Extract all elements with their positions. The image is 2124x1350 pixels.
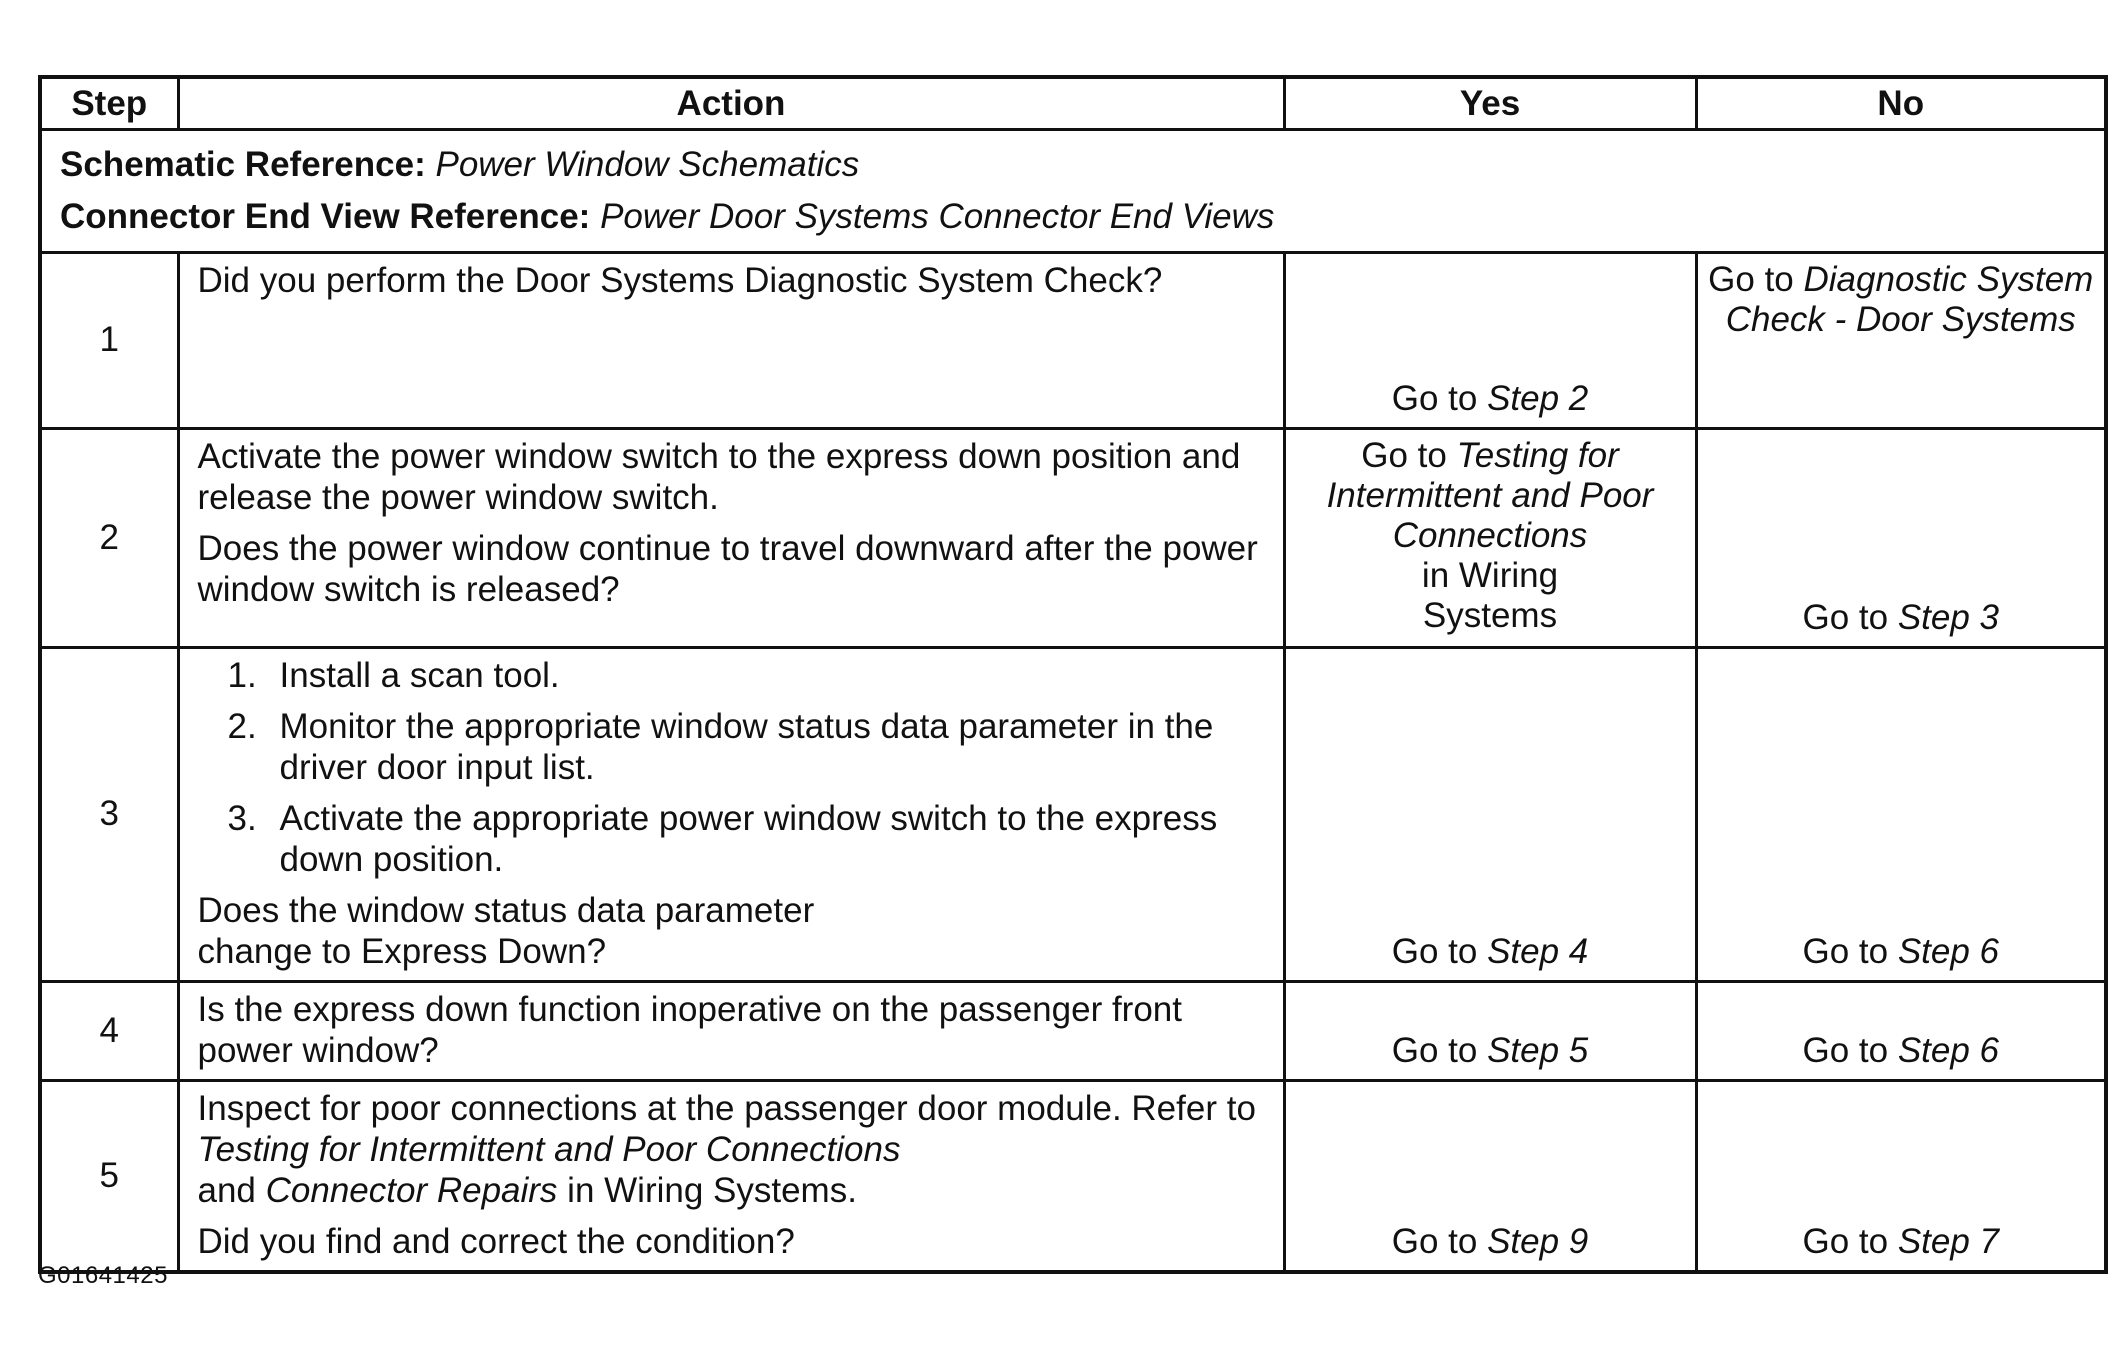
action-cell [178,1080,1284,1272]
substep-number: 2. [227,706,257,746]
substep-text: Monitor the appropriate window status data parameter in the driver door input list. [279,706,1214,787]
no-cell [1696,252,2106,428]
reference-cell [40,129,2106,252]
connector-reference [60,191,2086,243]
figure-id: G01641425 [38,1262,168,1289]
yes-suffix: in Wiring Systems [1421,555,1559,635]
substep-text: Activate the appropriate power window switch to the express down position. [279,798,1218,879]
table-row [40,647,2106,981]
connector-reference-label: Connector End View Reference: [60,196,591,236]
yes-link[interactable]: Step 2 [1487,378,1589,418]
no-link[interactable]: Step 6 [1897,1030,2000,1070]
yes-cell [1284,428,1696,647]
header-action: Action [178,77,1284,129]
action-text-suffix: in Wiring Systems. [557,1170,857,1210]
action-cell [178,252,1284,428]
no-prefix: Go to [1802,597,1898,637]
yes-prefix: Go to [1391,1030,1488,1070]
no-link[interactable]: Step 3 [1897,597,2000,637]
step-number: 2 [40,428,178,647]
schematic-reference [60,139,2086,191]
yes-link[interactable]: Step 9 [1487,1221,1589,1261]
action-cell [178,647,1284,981]
yes-link[interactable]: Step 4 [1487,931,1589,971]
no-link[interactable]: Step 7 [1897,1221,2000,1261]
table-row [40,1080,2106,1272]
action-question: Did you find and correct the condition? [197,1221,795,1261]
header-step: Step [40,77,178,129]
action-cell [178,981,1284,1080]
action-text-mid: and [197,1170,266,1210]
no-cell [1696,1080,2106,1272]
table-row [40,981,2106,1080]
schematic-reference-label: Schematic Reference: [60,144,426,184]
action-text: Did you perform the Door Systems Diagnostic System Check? [197,260,1163,300]
list-item [198,706,1267,788]
connector-reference-link[interactable]: Power Door Systems Connector End Views [600,196,1275,236]
action-text [198,1088,1267,1211]
table-row [40,252,2106,428]
schematic-reference-link[interactable]: Power Window Schematics [435,144,860,184]
action-link-connector-repairs[interactable]: Connector Repairs [265,1170,558,1210]
step-number: 1 [40,252,178,428]
no-link[interactable]: Step 6 [1897,931,2000,971]
no-cell [1696,981,2106,1080]
header-no: No [1696,77,2106,129]
diagnostic-table [38,75,2108,1274]
yes-cell [1284,647,1696,981]
substep-number: 1. [227,655,257,695]
header-yes: Yes [1284,77,1696,129]
no-prefix: Go to [1802,931,1898,971]
yes-cell [1284,252,1696,428]
list-item [198,798,1267,880]
no-link[interactable]: Diagnostic System Check - Door Systems [1725,259,2094,339]
substep-text: Install a scan tool. [279,655,560,695]
action-question: Does the window status data parameter change to Express Down? [197,890,815,971]
action-question: Does the power window continue to travel downward after the power window switch is released? [197,528,1258,609]
no-prefix: Go to [1708,259,1804,299]
step-number: 4 [40,981,178,1080]
action-cell [178,428,1284,647]
yes-prefix: Go to [1391,1221,1488,1261]
header-row [40,77,2106,129]
table-row [40,428,2106,647]
substep-list [198,655,1267,880]
no-prefix: Go to [1802,1030,1898,1070]
reference-row [40,129,2106,252]
no-cell [1696,428,2106,647]
action-text-prefix: Inspect for poor connections at the passenger door module. Refer to [197,1088,1256,1128]
no-cell [1696,647,2106,981]
yes-cell [1284,981,1696,1080]
action-question: Is the express down function inoperative on the passenger front power window? [197,989,1182,1070]
yes-link[interactable]: Testing for Intermittent and Poor Connections [1326,435,1654,555]
action-text: Activate the power window switch to the express down position and release the power window switch. [197,436,1241,517]
yes-link[interactable]: Step 5 [1487,1030,1589,1070]
yes-cell [1284,1080,1696,1272]
substep-number: 3. [227,798,257,838]
step-number: 5 [40,1080,178,1272]
action-link-testing[interactable]: Testing for Intermittent and Poor Connections [197,1129,901,1169]
no-prefix: Go to [1802,1221,1898,1261]
list-item [198,655,1267,696]
yes-prefix: Go to [1391,378,1488,418]
step-number: 3 [40,647,178,981]
yes-prefix: Go to [1361,435,1457,475]
yes-prefix: Go to [1391,931,1488,971]
